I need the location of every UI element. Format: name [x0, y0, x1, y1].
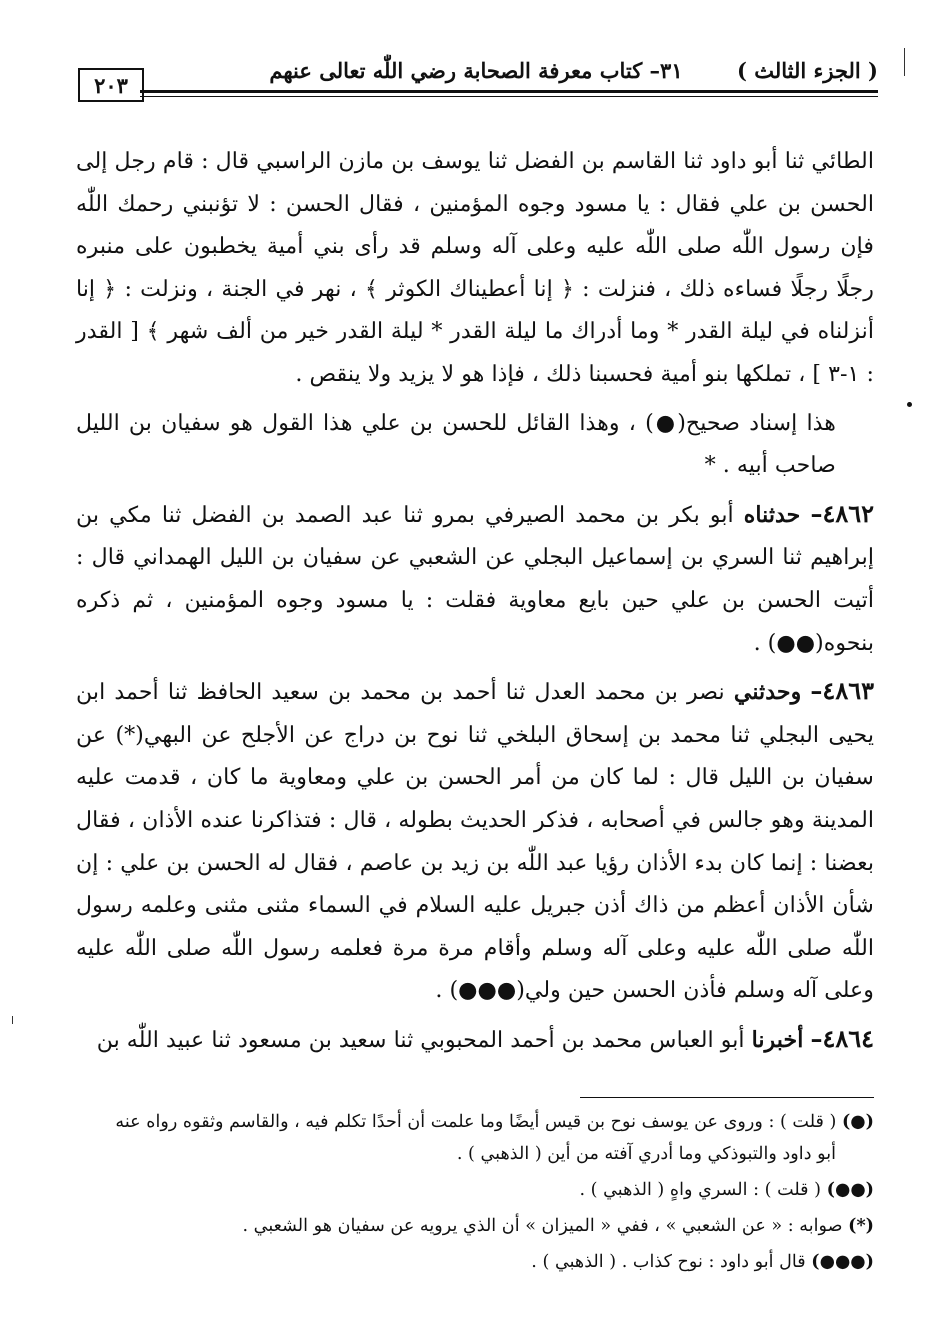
stray-dot [907, 402, 912, 407]
text-line: ابن يحيى البجلي ثنا محمد بن إسحاق البلخي ثنا نوح بن دراج عن الأجلح عن البهي(*) [76, 679, 875, 748]
text-line: الحسن بن علي حين بايع معاوية فقلت : يا مسود وجوه المؤمنين ، ثم ذكره بنحوه(●●) . [76, 586, 874, 656]
header-rule-thin [140, 96, 878, 97]
hadith-number: ٤٨٦٤– [810, 1023, 874, 1053]
text-line: صاحب أبيه . * [704, 452, 836, 479]
text-line: فساءه ذلك ، فنزلت : ﴿ إنا أعطيناك الكوثر ﴾ ، نهر في الجنة ، ونزلت : ﴿ إنا أنزلناه في ليلة [76, 275, 874, 345]
footnote-4 [76, 1246, 874, 1278]
text-line: الطائي ثنا أبو داود ثنا القاسم بن الفضل ثنا يوسف بن مازن الراسبي قال : قام رجل إلى [76, 148, 874, 174]
text-line: القدر * وما أدراك ما ليلة القدر * ليلة القدر خير من ألف شهر ﴾ [ القدر : ١-٣ ] ، تملكها بنو [76, 318, 874, 387]
text-line: المدينة وهو جالس في أصحابه ، فذكر الحديث بطوله ، قال : فتذاكرنا عنده الأذان ، فقال [76, 806, 874, 833]
footnote-mark: (●) [841, 1111, 874, 1132]
hadith-4862 [76, 493, 874, 664]
hadith-keyword: أخبرنا [751, 1026, 804, 1053]
text-line: بعضنا : إنما كان بدء الأذان رؤيا عبد اللّٰه بن زيد بن عاصم ، فقال له الحسن بن علي : إن [76, 849, 874, 876]
running-title: ٣١– كتاب معرفة الصحابة رضي اللّٰه تعالى عنهم [269, 58, 683, 83]
footnote-separator [580, 1097, 874, 1098]
hadith-keyword: وحدثني [733, 679, 802, 706]
hadith-4864 [76, 1018, 874, 1062]
page-header [78, 58, 878, 98]
footnote-1 [76, 1106, 874, 1170]
text-line: أبو بكر بن محمد الصيرفي بمرو ثنا عبد الصمد بن الفضل ثنا مكي بن [76, 501, 734, 528]
text-line: إبراهيم ثنا السري بن إسماعيل البجلي عن الشعبي عن سفيان بن الليل الهمداني قال : أتيت [76, 544, 874, 613]
footnote-text: ( قلت ) : السري واهٍ ( الذهبي ) . [579, 1180, 822, 1200]
paragraph-1 [76, 140, 874, 396]
hadith-keyword: حدثناه [743, 501, 801, 528]
text-line: أبو العباس محمد بن أحمد المحبوبي ثنا سعيد بن مسعود ثنا عبيد اللّٰه بن [96, 1026, 745, 1053]
text-line: رسول اللّٰه صلى اللّٰه عليه وعلى آله وسلم قد رأى بني أمية يخطبون على منبره رجلًا رجلًا [76, 233, 874, 302]
text-line: فأذن الحسن حين ولي(●●●) . [435, 977, 727, 1004]
text-line: أمية فحسبنا ذلك ، فإذا هو لا يزيد ولا ينقص . [295, 360, 698, 387]
hadith-number: ٤٨٦٣– [810, 676, 874, 706]
footnote-mark: (●●) [826, 1179, 874, 1200]
header-rule-thick [140, 90, 878, 93]
stray-mark [904, 48, 905, 76]
footnote-text: قال أبو داود : نوح كذاب . ( الذهبي ) . [531, 1252, 806, 1272]
text-line: شأن الأذان أعظم من ذاك أذن جبريل عليه السلام في السماء مثنى مثنى وعلمه رسول اللّٰه [76, 892, 874, 961]
part-label: ( الجزء الثالث ) [736, 58, 878, 83]
text-line: هذا إسناد صحيح(●) ، وهذا القائل للحسن بن علي هذا القول هو سفيان بن الليل [76, 409, 836, 436]
hadith-number: ٤٨٦٢– [810, 498, 875, 528]
footnote-text: ( قلت ) : وروى عن يوسف نوح بن قيس أيضًا وما علمت أن أحدًا تكلم فيه ، والقاسم وثقوه رواه عنه [115, 1112, 837, 1132]
text-line: عن سفيان بن الليل قال : لما كان من أمر الحسن بن علي ومعاوية ما كان ، قدمت عليه [76, 721, 874, 791]
footnote-text: أبو داود والتبوذكي وما أدري آفته من أين ( الذهبي ) . [456, 1144, 836, 1164]
paragraph-2 [76, 402, 874, 487]
hadith-4863 [76, 670, 874, 1012]
main-text [76, 140, 874, 1061]
footnote-3 [76, 1210, 874, 1242]
footnote-mark: (●●●) [811, 1251, 874, 1272]
text-line: نصر بن محمد العدل ثنا أحمد بن محمد بن سعيد الحافظ ثنا أحمد [114, 679, 725, 706]
footnote-text: صوابه : « عن الشعبي » ، ففي « الميزان » أن الذي يرويه عن سفيان هو الشعبي . [242, 1216, 843, 1236]
stray-mark [12, 1016, 13, 1024]
footnote-mark: (*) [848, 1215, 874, 1236]
text-line: الحسن بن علي فقال : يا مسود وجوه المؤمنين ، فقال الحسن : لا تؤنبني رحمك اللّٰه فإن [76, 190, 874, 260]
text-line: صلى اللّٰه عليه وعلى آله وسلم وأقام مرة مرة فعلمه رسول اللّٰه صلى اللّٰه عليه وعلى آله وسلم [76, 934, 874, 1004]
footnote-2 [76, 1174, 874, 1206]
page-number: ٢٠٣ [78, 68, 144, 102]
footnotes [76, 1106, 874, 1278]
